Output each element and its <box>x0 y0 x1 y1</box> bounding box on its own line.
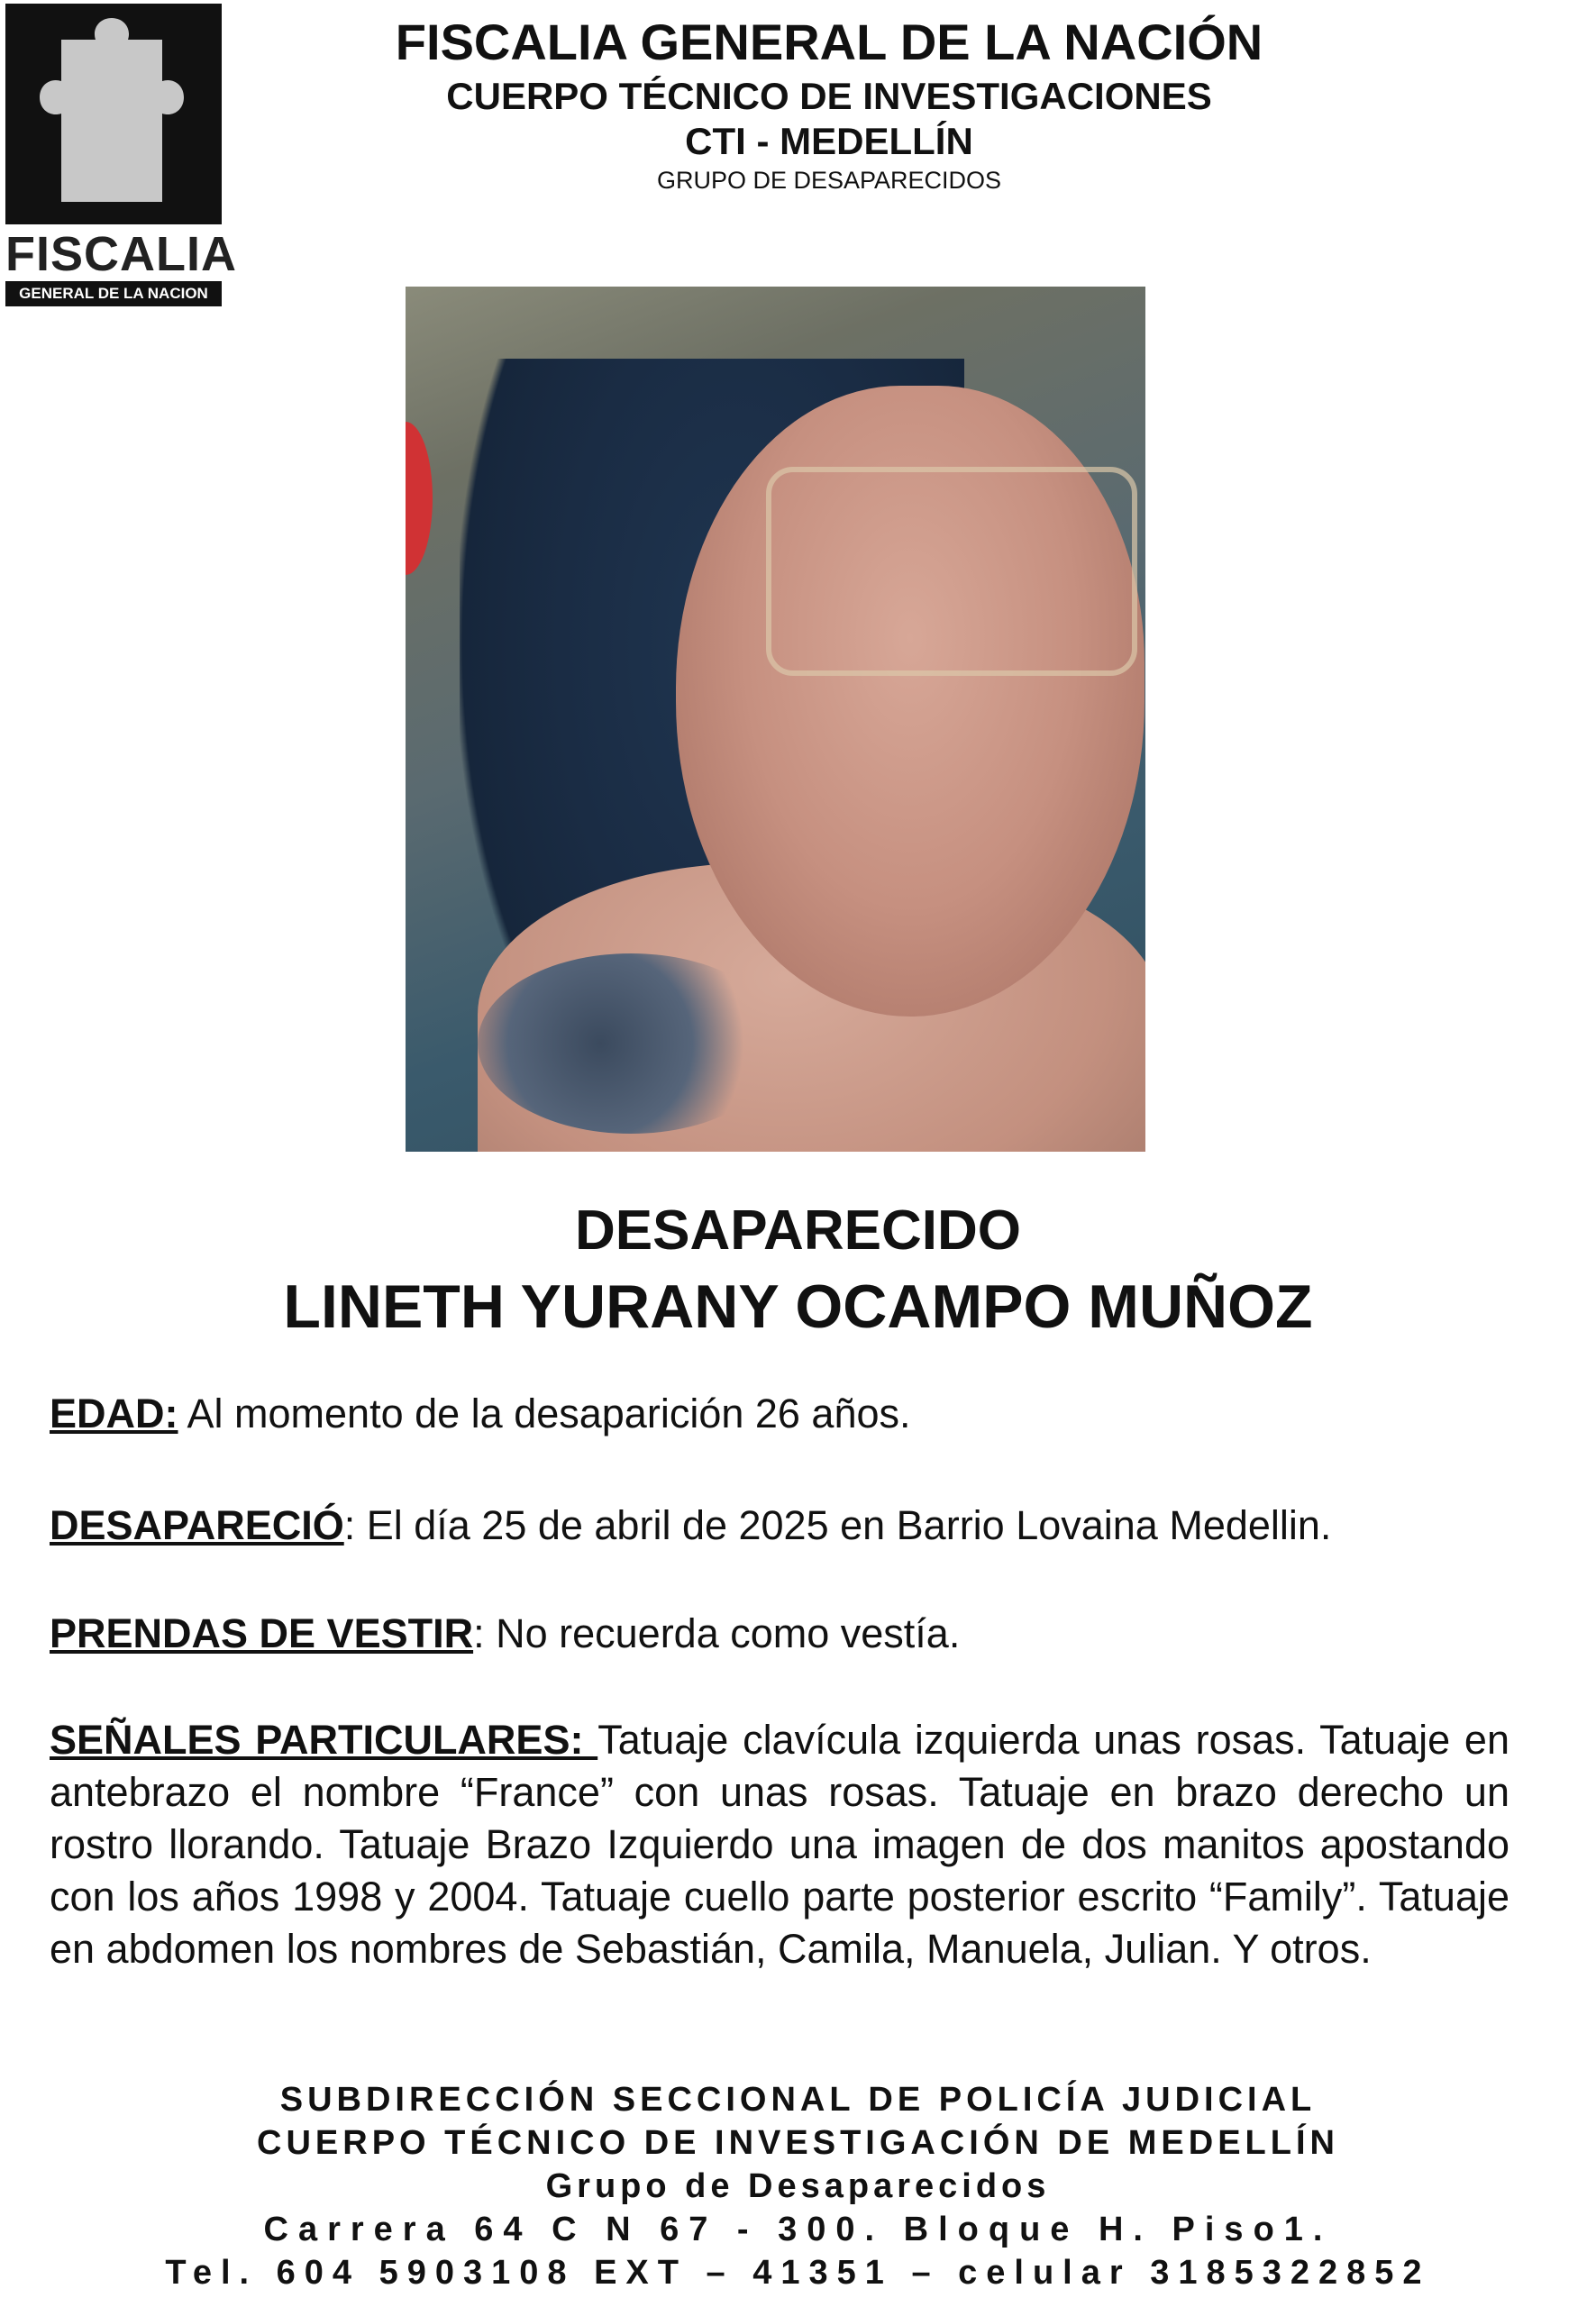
footer-group: Grupo de Desaparecidos <box>545 2167 1051 2205</box>
photo-red-object <box>406 422 433 575</box>
header-group: GRUPO DE DESAPARECIDOS <box>656 167 1002 194</box>
field-desaparecio-value: : El día 25 de abril de 2025 en Barrio Lovaina Medellin. <box>343 1502 1332 1548</box>
footer-address: Carrera 64 C N 67 - 300. Bloque H. Piso1. <box>263 2211 1333 2248</box>
header-department: CUERPO TÉCNICO DE INVESTIGACIONES <box>446 75 1212 117</box>
photo-glasses <box>766 467 1137 676</box>
logo-subtitle: GENERAL DE LA NACION <box>5 281 222 306</box>
photo-tattoo <box>478 953 784 1134</box>
footer-subdirection: SUBDIRECCIÓN SECCIONAL DE POLICÍA JUDICIAL <box>279 2081 1317 2119</box>
footer-body: CUERPO TÉCNICO DE INVESTIGACIÓN DE MEDELLÍN <box>257 2124 1339 2162</box>
field-prendas-value: : No recuerda como vestía. <box>473 1610 961 1656</box>
field-edad-label: EDAD: <box>50 1391 178 1436</box>
logo-emblem-box <box>5 4 222 224</box>
footer-phone: Tel. 604 5903108 EXT – 41351 – celular 3185322852 <box>165 2254 1431 2292</box>
header-office: CTI - MEDELLÍN <box>685 120 973 162</box>
field-desaparecio <box>50 1500 1509 1552</box>
field-edad-value: Al momento de la desaparición 26 años. <box>178 1391 911 1436</box>
field-senales <box>50 1714 1509 1975</box>
field-prendas-label: PRENDAS DE VESTIR <box>50 1610 474 1656</box>
field-prendas <box>50 1608 1509 1660</box>
header-institution: FISCALIA GENERAL DE LA NACIÓN <box>395 14 1263 70</box>
field-desaparecio-label: DESAPARECIÓ <box>50 1502 344 1548</box>
puzzle-piece-icon <box>5 4 222 224</box>
field-senales-label: SEÑALES PARTICULARES: <box>50 1717 598 1763</box>
logo-wordmark: FISCALIA <box>5 227 237 281</box>
missing-person-name: LINETH YURANY OCAMPO MUÑOZ <box>283 1272 1313 1341</box>
field-senales-value: Tatuaje clavícula izquierda unas rosas. Tatuaje en antebrazo el nombre “France” con unas rosas. Tatuaje en brazo derecho un rostro llorando. Tatuaje Brazo Izquierdo una imagen de dos manitos apostando con los años 1998 y 2004. Tatuaje cuello parte posterior escrito “Family”. Tatuaje en abdomen los nombres de Sebastián, Camila, Manuela, Julian. Y otros. <box>50 1717 1509 1972</box>
missing-person-photo <box>406 287 1145 1152</box>
field-edad <box>50 1388 1509 1440</box>
fiscalia-logo <box>5 4 237 306</box>
notice-status: DESAPARECIDO <box>575 1199 1021 1262</box>
